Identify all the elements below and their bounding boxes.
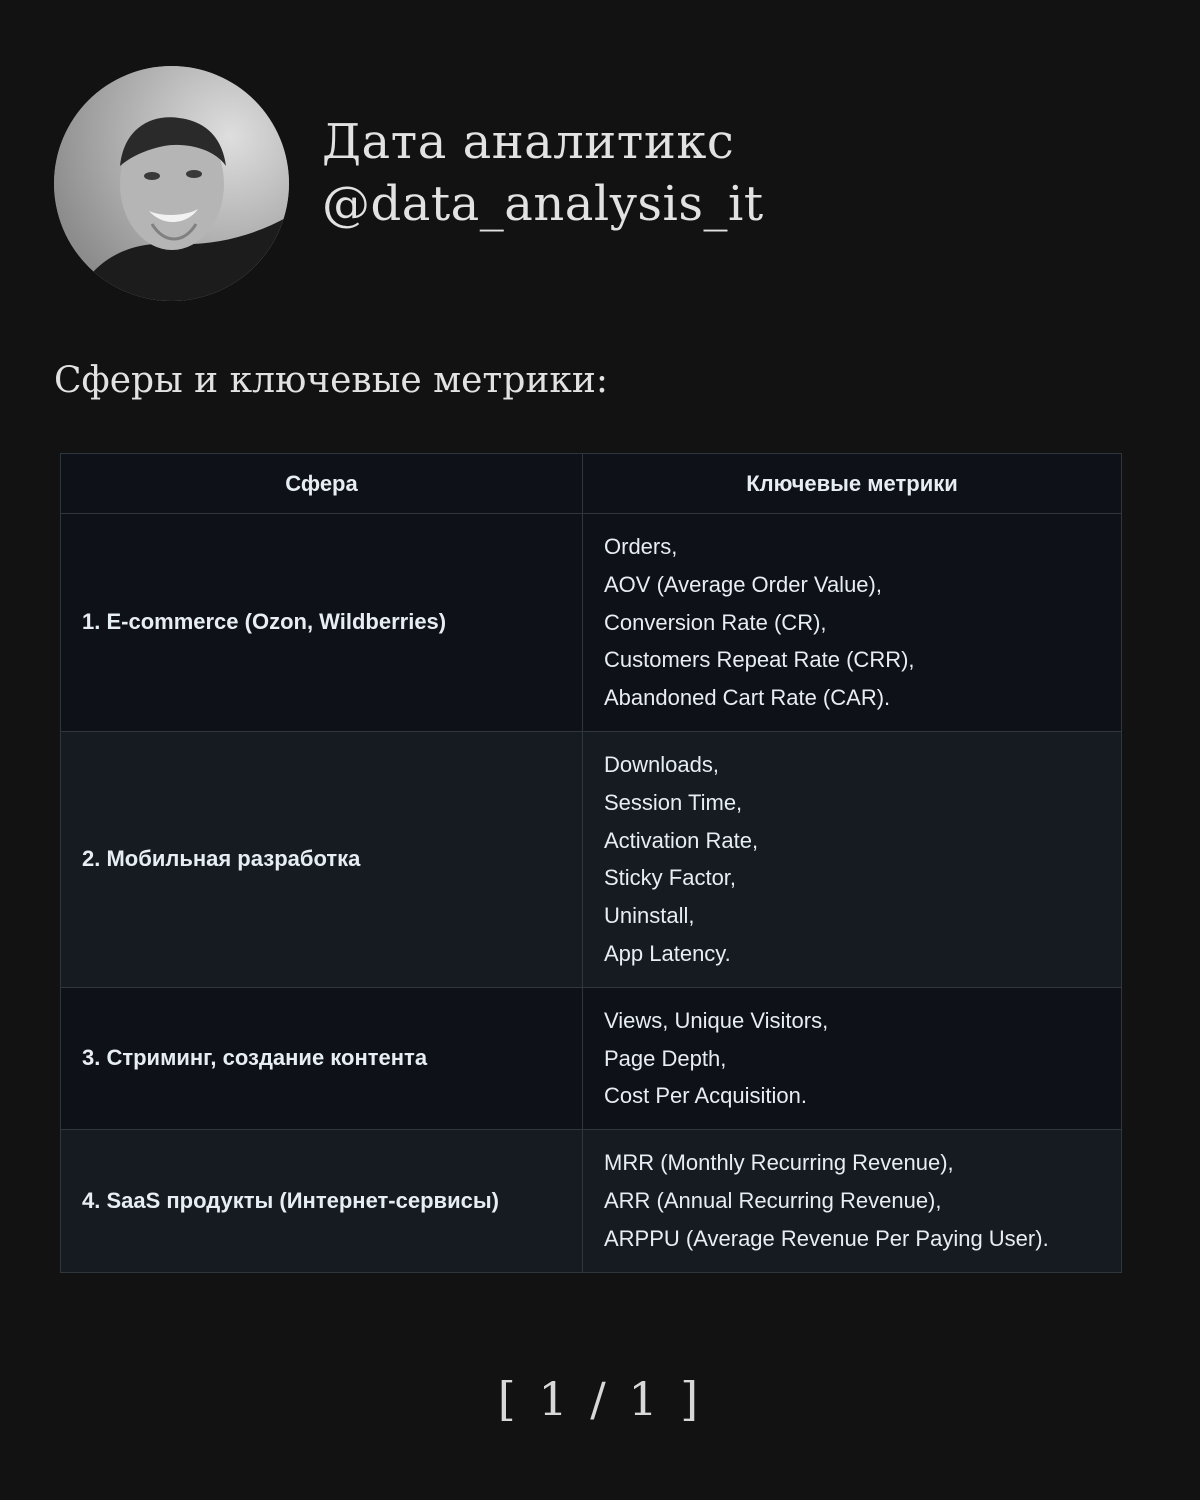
metric-item: MRR (Monthly Recurring Revenue), [604, 1150, 954, 1176]
avatar-photo [54, 66, 289, 301]
sphere-cell: 1. E-commerce (Ozon, Wildberries) [61, 514, 583, 732]
sphere-cell: 2. Мобильная разработка [61, 731, 583, 987]
metric-item: Views, Unique Visitors, [604, 1007, 829, 1033]
table-header-row [61, 454, 1122, 514]
section-title: Сферы и ключевые метрики: [54, 360, 608, 401]
metrics-cell [583, 514, 1122, 732]
sphere-cell: 4. SaaS продукты (Интернет-сервисы) [61, 1130, 583, 1272]
metric-item: Uninstall, [604, 903, 695, 929]
profile-name: Дата аналитикс [322, 114, 735, 170]
metrics-table [60, 453, 1122, 1273]
metric-item: Downloads, [604, 751, 719, 777]
column-header-metrics: Ключевые метрики [583, 454, 1122, 514]
metric-item: Page Depth, [604, 1045, 727, 1071]
metric-item: Session Time, [604, 789, 743, 815]
metric-item: ARR (Annual Recurring Revenue), [604, 1187, 942, 1213]
column-header-sphere: Сфера [61, 454, 583, 514]
table-row [61, 514, 1122, 732]
metric-item: Activation Rate, [604, 827, 759, 853]
metric-item: Sticky Factor, [604, 865, 737, 891]
metric-item: AOV (Average Order Value), [604, 571, 882, 597]
metrics-cell [583, 731, 1122, 987]
table-row [61, 731, 1122, 987]
metric-item: Conversion Rate (CR), [604, 609, 827, 635]
metric-item: Orders, [604, 534, 678, 559]
metric-item: Customers Repeat Rate (CRR), [604, 647, 915, 673]
profile-handle: @data_analysis_it [322, 176, 764, 232]
metric-item: App Latency. [604, 940, 731, 966]
metric-item: Abandoned Cart Rate (CAR). [604, 685, 891, 711]
metrics-cell [583, 987, 1122, 1129]
metric-item: Cost Per Acquisition. [604, 1083, 807, 1109]
metrics-cell [583, 1130, 1122, 1272]
metric-item: ARPPU (Average Revenue Per Paying User). [604, 1225, 1049, 1251]
page-indicator: [ 1 / 1 ] [497, 1372, 703, 1426]
avatar [54, 66, 289, 301]
sphere-cell: 3. Стриминг, создание контента [61, 987, 583, 1129]
table-row [61, 987, 1122, 1129]
table-row [61, 1130, 1122, 1272]
